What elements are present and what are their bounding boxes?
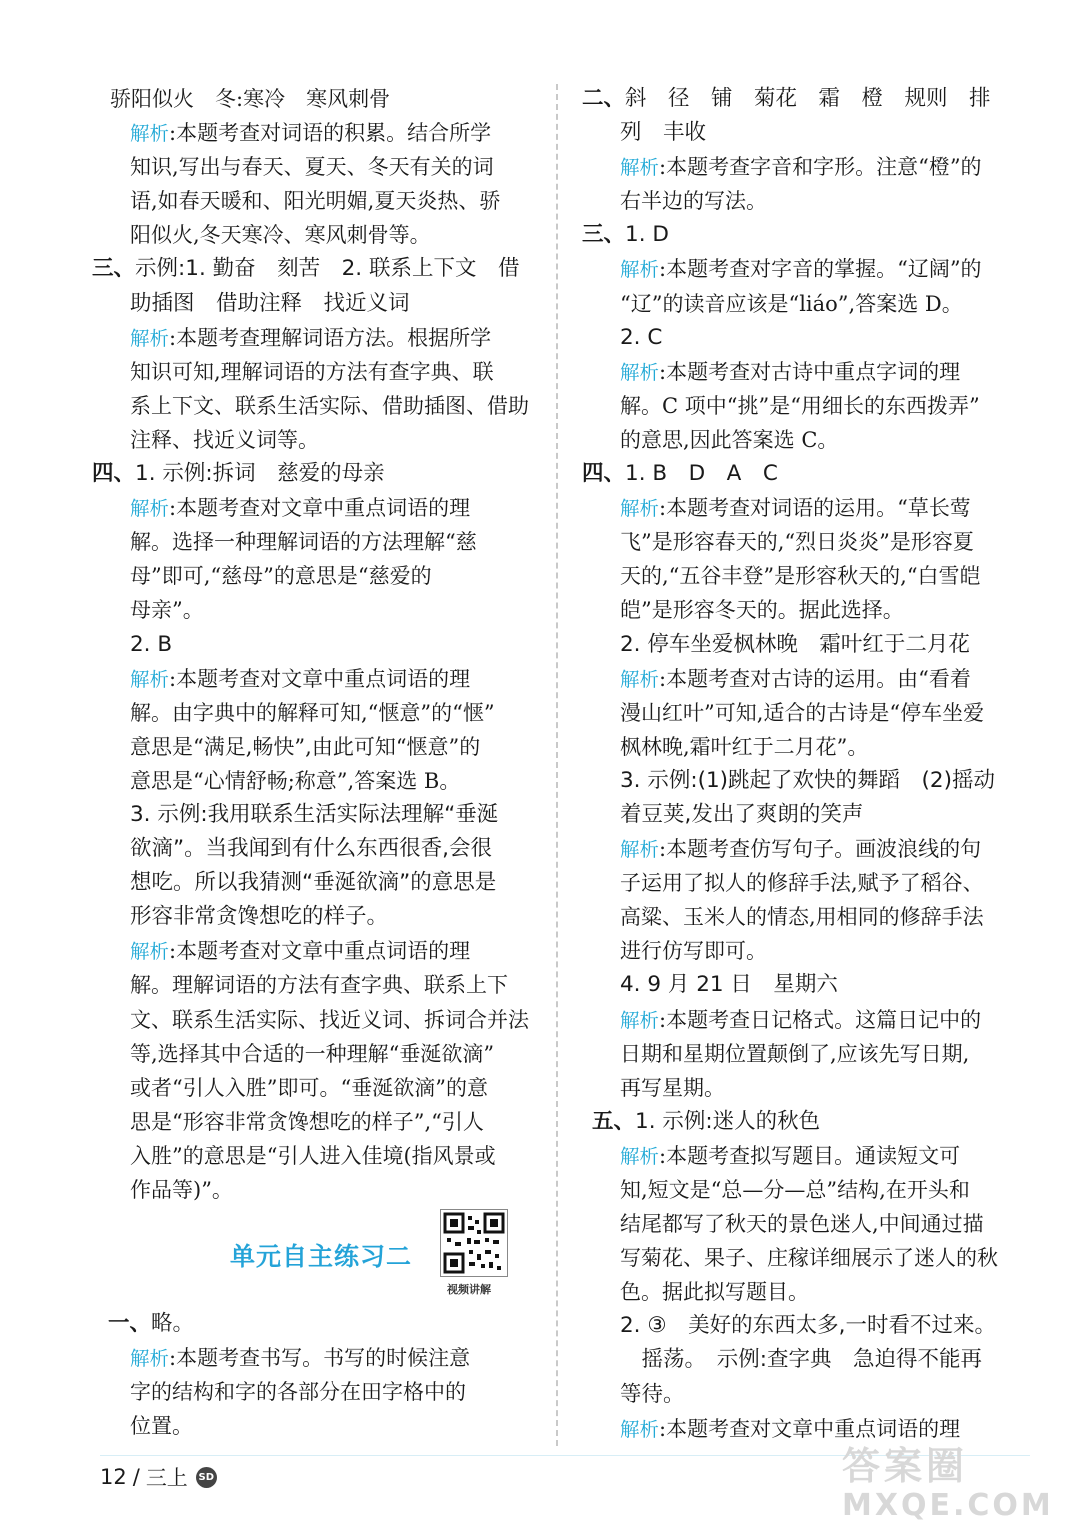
line-text: :本题考查对字音的掌握。“辽阔”的: [659, 257, 982, 282]
text-line: [92, 525, 540, 559]
line-text: 枫林晚,霜叶红于二月花”。: [620, 734, 869, 759]
line-text: 入胜”的意思是“引人进入佳境(指风景或: [130, 1143, 496, 1168]
text-line: [582, 321, 1027, 355]
line-text: :本题考查拟写题目。通读短文可: [659, 1143, 961, 1168]
line-text: 阳似火,冬天寒冷、寒风刺骨等。: [130, 223, 431, 248]
line-text: 4. 9 月 21 日 星期六: [620, 972, 838, 998]
analysis-label: 解析: [620, 1008, 660, 1032]
text-line: [582, 423, 1027, 457]
section-five-right: [582, 1105, 1027, 1139]
text-line: [582, 1275, 1027, 1309]
analysis-label: 解析: [130, 497, 170, 521]
text-line: [92, 184, 540, 218]
section-four-left: [92, 457, 540, 491]
text-line: [92, 1003, 540, 1037]
line-text: 日期和星期位置颠倒了,应该先写日期,: [620, 1041, 970, 1066]
text-line: [92, 730, 540, 764]
analysis-label: 解析: [130, 326, 170, 350]
text-line: [582, 1139, 1027, 1173]
text-line: [92, 1139, 540, 1173]
column-divider: [556, 84, 558, 1446]
watermark-logo: [842, 1444, 1057, 1530]
text-line: [582, 798, 1027, 832]
text-line: [582, 1207, 1027, 1241]
unit-heading: [92, 1207, 540, 1307]
text-line: [92, 491, 540, 525]
analysis-label: 解析: [620, 156, 660, 180]
page-separator: /: [132, 1465, 140, 1489]
right-block-c: [582, 491, 1027, 1105]
line-text: :本题考查对古诗中重点字词的理: [659, 359, 961, 384]
line-text: 知,短文是“总—分—总”结构,在开头和: [620, 1178, 970, 1202]
line-text: 3. 示例:(1)跳起了欢快的舞蹈 (2)摇动: [620, 767, 996, 793]
line-text: 右半边的写法。: [620, 189, 767, 214]
line-text: 位置。: [130, 1414, 193, 1439]
text-line: [582, 1412, 1027, 1446]
line-text: 子运用了拟人的修辞手法,赋予了稻谷、: [620, 871, 984, 896]
analysis-label: 解析: [620, 497, 660, 521]
left-block-a: [92, 82, 540, 252]
section-text: 1. B D A C: [625, 461, 778, 487]
line-text: 皑”是形容冬天的。据此选择。: [620, 598, 904, 623]
text-line: [582, 252, 1027, 286]
right-block-a: [582, 116, 1027, 218]
line-text: 语,如春天暖和、阳光明媚,夏天炎热、骄: [130, 189, 501, 214]
line-text: 母亲”。: [130, 598, 204, 623]
text-line: [92, 1375, 540, 1409]
text-line: [92, 389, 540, 423]
text-line: [92, 287, 540, 321]
analysis-label: 解析: [620, 667, 660, 691]
text-line: [92, 116, 540, 150]
page-footer: [100, 1462, 217, 1492]
text-line: [582, 1309, 1027, 1343]
text-line: [92, 764, 540, 798]
analysis-label: 解析: [130, 1347, 170, 1371]
line-text: 2. ③ 美好的东西太多,一时看不过来。: [620, 1313, 996, 1339]
line-text: 2. 停车坐爱枫林晚 霜叶红于二月花: [620, 631, 970, 657]
line-text: 写菊花、果子、庄稼详细展示了迷人的秋: [620, 1246, 998, 1271]
line-text: 知识可知,理解词语的方法有查字典、联: [130, 359, 494, 384]
line-text: 再写星期。: [620, 1075, 725, 1100]
line-text: :本题考查对文章中重点词语的理: [169, 666, 471, 691]
analysis-label: 解析: [130, 122, 170, 146]
line-text: :本题考查仿写句子。画波浪线的句: [659, 837, 982, 862]
section-two-right: [582, 82, 1027, 116]
line-text: 摇荡。 示例:查字典 急迫得不能再: [620, 1347, 982, 1373]
text-line: [582, 968, 1027, 1002]
line-text: 解。理解词语的方法有查字典、联系上下: [130, 973, 508, 998]
line-text: 骄阳似火 冬:寒冷 寒风刺骨: [110, 87, 391, 111]
section-marker: 二、: [582, 86, 626, 111]
text-line: [92, 593, 540, 627]
line-text: :本题考查对文章中重点词语的理: [659, 1416, 961, 1441]
text-line: [582, 900, 1027, 934]
left-block-b: [92, 287, 540, 457]
text-line: [92, 423, 540, 457]
text-line: [92, 355, 540, 389]
qr-code-icon[interactable]: [440, 1209, 508, 1277]
analysis-label: 解析: [620, 1417, 660, 1441]
text-line: [92, 866, 540, 900]
text-line: [582, 1378, 1027, 1412]
text-line: [582, 730, 1027, 764]
right-block-d: [582, 1139, 1027, 1446]
line-text: 助插图 借助注释 找近义词: [130, 290, 410, 316]
text-line: [582, 593, 1027, 627]
text-line: [92, 968, 540, 1002]
text-line: [582, 832, 1027, 866]
line-text: 欲滴”。当我闻到有什么东西很香,会很: [130, 836, 492, 862]
line-text: 2. B: [130, 631, 173, 657]
section-text: 示例:1. 勤奋 刻苦 2. 联系上下文 借: [135, 256, 520, 282]
line-text: 解。选择一种理解词语的方法理解“慈: [130, 530, 477, 555]
section-text: 1. 示例:迷人的秋色: [635, 1108, 821, 1134]
line-text: “辽”的读音应该是“liáo”,答案选 D。: [620, 291, 963, 316]
line-text: 解。由字典中的解释可知,“惬意”的“惬”: [130, 700, 495, 725]
line-text: 的意思,因此答案选 C。: [620, 427, 839, 452]
line-text: :本题考查对文章中重点词语的理: [169, 939, 471, 964]
line-text: :本题考查对词语的运用。“草长莺: [659, 496, 971, 521]
section-marker: 四、: [92, 461, 136, 487]
text-line: [92, 628, 540, 662]
text-line: [582, 662, 1027, 696]
line-text: 进行仿写即可。: [620, 939, 767, 964]
analysis-label: 解析: [620, 1144, 660, 1168]
line-text: 等待。: [620, 1381, 685, 1407]
text-line: [92, 798, 540, 832]
grade-label: 三上: [145, 1466, 188, 1490]
section-marker: 三、: [582, 222, 626, 248]
analysis-label: 解析: [620, 258, 660, 282]
text-line: [582, 696, 1027, 730]
section-four-right: [582, 457, 1027, 491]
text-line: [582, 491, 1027, 525]
line-text: :本题考查理解词语方法。根据所学: [169, 325, 492, 350]
line-text: 色。据此拟写题目。: [620, 1280, 809, 1305]
line-text: 天的,“五谷丰登”是形容秋天的,“白雪皑: [620, 564, 981, 589]
right-block-b: [582, 252, 1027, 457]
line-text: 飞”是形容春天的,“烈日炎炎”是形容夏: [620, 530, 974, 555]
text-line: [582, 1241, 1027, 1275]
text-line: [582, 1003, 1027, 1037]
text-line: [92, 1071, 540, 1105]
text-line: [92, 1105, 540, 1139]
section-marker: 三、: [92, 256, 136, 282]
text-line: [92, 559, 540, 593]
section-marker: 一、: [108, 1311, 152, 1337]
qr-caption: 视频讲解: [447, 1283, 491, 1297]
text-line: [582, 355, 1027, 389]
left-block-d: [92, 1341, 540, 1443]
line-text: 列 丰收: [620, 120, 707, 146]
page-number: 12: [100, 1465, 127, 1489]
text-line: [582, 287, 1027, 321]
line-text: 字的结构和字的各部分在田字格中的: [130, 1380, 466, 1405]
line-text: 形容非常贪馋想吃的样子。: [130, 904, 389, 930]
text-line: [582, 389, 1027, 423]
text-line: [92, 150, 540, 184]
text-line: [582, 1173, 1027, 1207]
text-line: [582, 559, 1027, 593]
section-three-left: [92, 252, 540, 286]
watermark-top: 答案圈: [842, 1444, 969, 1488]
line-text: 着豆荚,发出了爽朗的笑声: [620, 801, 864, 827]
analysis-label: 解析: [130, 667, 170, 691]
line-text: 想吃。所以我猜测“垂涎欲滴”的意思是: [130, 870, 497, 896]
line-text: :本题考查字音和字形。注意“橙”的: [659, 155, 982, 180]
line-text: 注释、找近义词等。: [130, 427, 319, 452]
section-marker: 五、: [592, 1108, 636, 1134]
text-line: [92, 82, 540, 116]
line-text: :本题考查对古诗的运用。由“看着: [659, 666, 971, 691]
text-line: [582, 150, 1027, 184]
text-line: [582, 934, 1027, 968]
section-text: 斜 径 铺 菊花 霜 橙 规则 排: [625, 86, 991, 111]
line-text: 结尾都写了秋天的景色迷人,中间通过描: [620, 1212, 984, 1237]
line-text: 2. C: [620, 324, 663, 350]
line-text: 或者“引人入胜”即可。“垂涎欲滴”的意: [130, 1075, 488, 1100]
sd-badge-icon: SD: [196, 1467, 217, 1488]
text-line: [582, 184, 1027, 218]
line-text: 意思是“满足,畅快”,由此可知“惬意”的: [130, 734, 481, 759]
line-text: 文、联系生活实际、找近义词、拆词合并法: [130, 1007, 529, 1032]
text-line: [582, 1071, 1027, 1105]
section-three-right: [582, 218, 1027, 252]
text-line: [92, 934, 540, 968]
section-one-left: [92, 1307, 540, 1341]
line-text: 漫山红叶”可知,适合的古诗是“停车坐爱: [620, 700, 985, 725]
text-line: [92, 1173, 540, 1207]
section-text: 1. 示例:拆词 慈爱的母亲: [135, 461, 385, 487]
text-line: [92, 696, 540, 730]
text-line: [92, 1409, 540, 1443]
text-line: [582, 628, 1027, 662]
watermark-bottom: MXQE.COM: [842, 1488, 1054, 1523]
left-column: [92, 82, 540, 1443]
text-line: [92, 1341, 540, 1375]
line-text: 意思是“心情舒畅;称意”,答案选 B。: [130, 768, 461, 793]
section-text: 略。: [151, 1311, 195, 1337]
line-text: 解。C 项中“挑”是“用细长的东西拨弄”: [620, 393, 980, 418]
line-text: :本题考查对文章中重点词语的理: [169, 496, 471, 521]
text-line: [582, 1037, 1027, 1071]
line-text: 高粱、玉米人的情态,用相同的修辞手法: [620, 905, 984, 930]
line-text: :本题考查日记格式。这篇日记中的: [659, 1007, 982, 1032]
unit-title: 单元自主练习二: [230, 1242, 413, 1272]
line-text: 系上下文、联系生活实际、借助插图、借助: [130, 393, 529, 418]
text-line: [582, 866, 1027, 900]
line-text: 3. 示例:我用联系生活实际法理解“垂涎: [130, 801, 499, 827]
text-line: [92, 662, 540, 696]
section-text: 1. D: [625, 222, 669, 248]
text-line: [92, 900, 540, 934]
line-text: 思是“形容非常贪馋想吃的样子”,“引人: [130, 1109, 484, 1134]
analysis-label: 解析: [620, 838, 660, 862]
line-text: 母”即可,“慈母”的意思是“慈爱的: [130, 564, 432, 589]
line-text: 作品等)”。: [130, 1178, 233, 1202]
text-line: [92, 321, 540, 355]
section-marker: 四、: [582, 461, 626, 487]
line-text: :本题考查对词语的积累。结合所学: [169, 121, 492, 146]
text-line: [582, 764, 1027, 798]
text-line: [92, 1037, 540, 1071]
text-line: [92, 218, 540, 252]
left-block-c: [92, 491, 540, 1207]
text-line: [92, 832, 540, 866]
analysis-label: 解析: [130, 940, 170, 964]
line-text: :本题考查书写。书写的时候注意: [169, 1346, 471, 1371]
text-line: [582, 116, 1027, 150]
line-text: 等,选择其中合适的一种理解“垂涎欲滴”: [130, 1041, 495, 1066]
line-text: 知识,写出与春天、夏天、冬天有关的词: [130, 155, 494, 180]
analysis-label: 解析: [620, 360, 660, 384]
text-line: [582, 1343, 1027, 1377]
right-column: [582, 82, 1027, 1446]
text-line: [582, 525, 1027, 559]
